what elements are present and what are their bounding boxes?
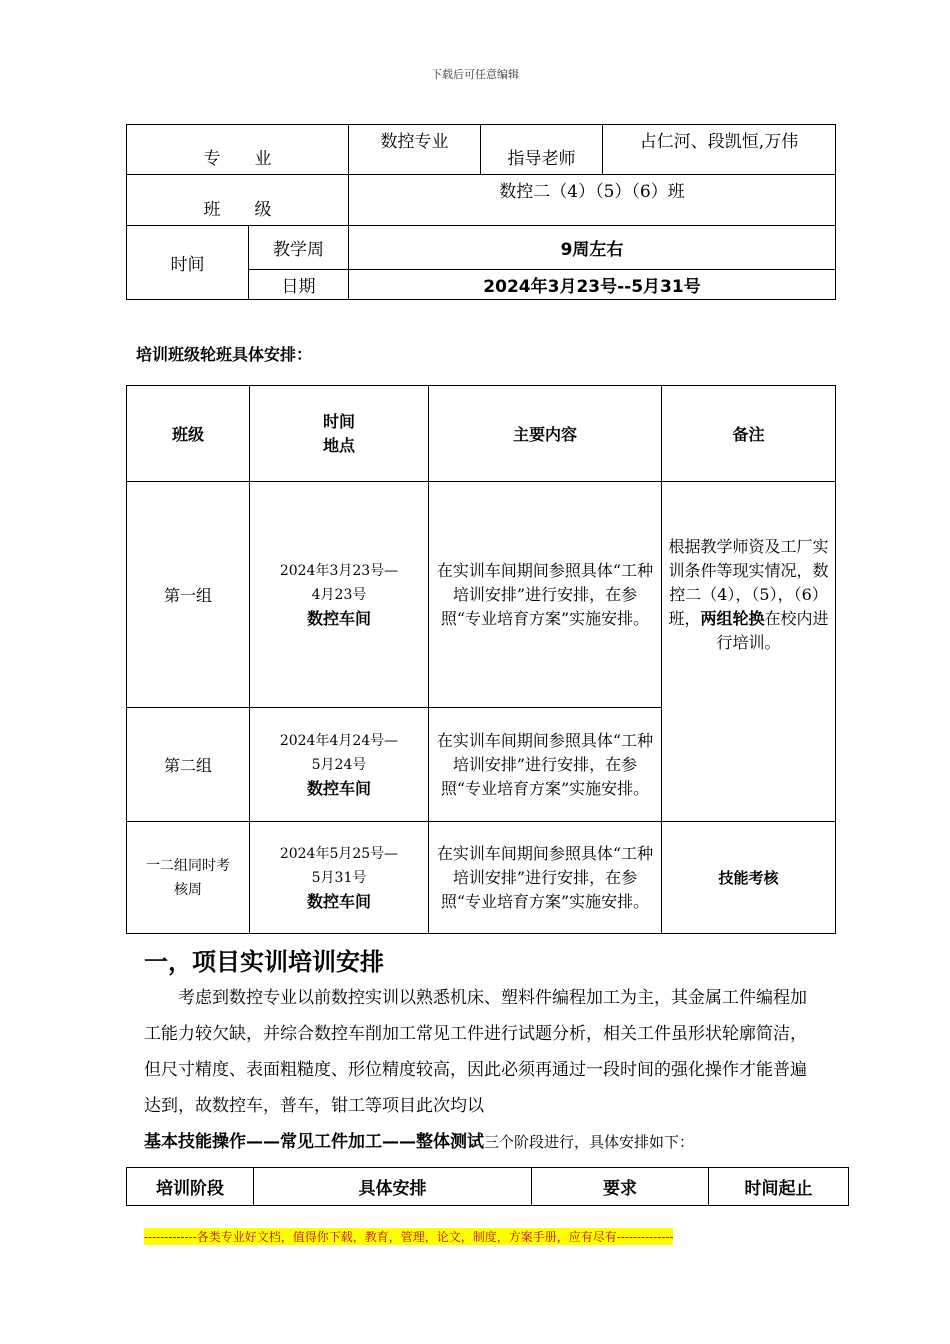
date-line: 2024年4月24号— <box>279 732 399 749</box>
content-cell: 在实训车间期间参照具体“工种培训安排”进行安排，在参照“专业培育方案”实施安排。 <box>429 822 662 934</box>
remark-cell: 技能考核 <box>662 822 836 934</box>
info-table <box>126 124 836 300</box>
group-cell: 第一组 <box>127 482 250 708</box>
remark-post: 在校内进行培训。 <box>716 609 829 652</box>
content-cell: 在实训车间期间参照具体“工种培训安排”进行安排，在参照“专业培育方案”实施安排。 <box>429 708 662 822</box>
stage-header: 要求 <box>532 1168 709 1206</box>
date-place-cell <box>250 822 429 934</box>
time-label: 时间 <box>127 226 249 300</box>
col-header-place: 地点 <box>322 435 355 455</box>
teacher-value: 占仁河、段凯恒,万伟 <box>603 125 836 175</box>
section-paragraph-tail <box>144 1124 694 1160</box>
class-value: 数控二（4）（5）（6）班 <box>349 175 836 226</box>
remark-bold: 两组轮换 <box>700 609 765 628</box>
place: 数控车间 <box>306 778 371 798</box>
class-label: 班 级 <box>127 175 349 226</box>
date-line: 4月23号 <box>311 586 367 603</box>
col-header-remark: 备注 <box>662 386 836 482</box>
date-line: 5月31号 <box>311 869 367 886</box>
col-header-time-place <box>250 386 429 482</box>
week-label: 教学周 <box>249 226 349 270</box>
week-value: 9周左右 <box>349 226 836 270</box>
rotation-title: 培训班级轮班具体安排： <box>136 345 313 364</box>
stage-header: 时间起止 <box>709 1168 849 1206</box>
footer-banner: -------------各类专业好文档，值得你下载，教育，管理，论文，制度，方案手册，应有尽有-------------- <box>144 1230 674 1244</box>
remark-merged-cell <box>662 482 836 822</box>
date-line: 5月24号 <box>311 756 367 773</box>
col-header-class: 班级 <box>127 386 250 482</box>
stage-table <box>126 1167 849 1206</box>
major-label: 专 业 <box>127 125 349 175</box>
section-paragraph: 考虑到数控专业以前数控实训以熟悉机床、塑料件编程加工为主，其金属工件编程加工能力较欠缺，并综合数控车削加工常见工件进行试题分析，相关工件虽形状轮廓简洁，但尺寸精度、表面粗糙度、形位精度较高，因此必须再通过一段时间的强化操作才能普遍达到，故数控车，普车，钳工等项目此次均以 <box>144 988 807 1116</box>
place: 数控车间 <box>306 608 371 628</box>
date-line: 2024年3月23号— <box>279 562 399 579</box>
content-cell: 在实训车间期间参照具体“工种培训安排”进行安排，在参照“专业培育方案”实施安排。 <box>429 482 662 708</box>
group-cell: 一二组同时考核周 <box>127 822 250 934</box>
bold-phrase: 基本技能操作——常见工件加工——整体测试 <box>144 1132 484 1152</box>
paragraph-tail: 三个阶段进行，具体安排如下： <box>484 1133 695 1151</box>
date-place-cell <box>250 482 429 708</box>
col-header-time: 时间 <box>322 411 355 431</box>
date-label: 日期 <box>249 270 349 300</box>
remark-text <box>668 482 829 708</box>
stage-header: 具体安排 <box>254 1168 532 1206</box>
section-heading: 一，项目实训培训安排 <box>144 948 384 976</box>
rotation-table <box>126 385 836 934</box>
place: 数控车间 <box>306 891 371 911</box>
stage-header: 培训阶段 <box>127 1168 254 1206</box>
date-place-cell <box>250 708 429 822</box>
date-value: 2024年3月23号--5月31号 <box>349 270 836 300</box>
header-note: 下载后可任意编辑 <box>431 68 519 81</box>
teacher-label: 指导老师 <box>481 125 603 175</box>
col-header-content: 主要内容 <box>429 386 662 482</box>
major-value: 数控专业 <box>349 125 481 175</box>
group-cell: 第二组 <box>127 708 250 822</box>
date-line: 2024年5月25号— <box>279 845 399 862</box>
remark-pre: 根据教学师资及工厂实训条件等现实情况，数控二（4），（5），（6）班， <box>668 537 829 628</box>
